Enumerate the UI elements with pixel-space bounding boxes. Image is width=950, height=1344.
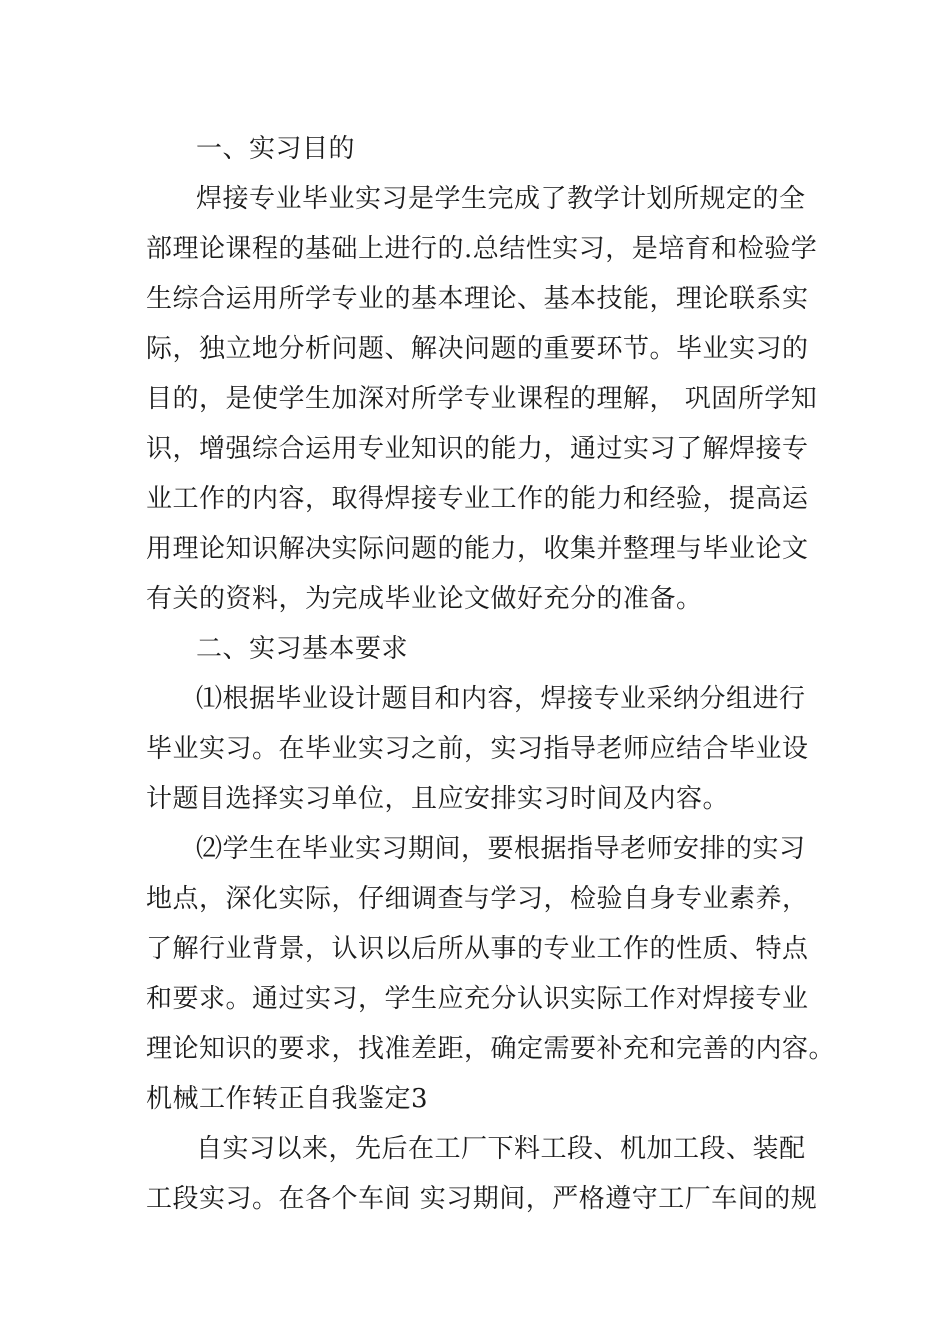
paragraph-line: ⑴根据毕业设计题目和内容，焊接专业采纳分组进行 <box>196 684 806 714</box>
paragraph-line: 计题目选择实习单位，且应安排实习时间及内容。 <box>146 784 730 814</box>
paragraph-line: 毕业实习。在毕业实习之前，实习指导老师应结合毕业设 <box>146 734 809 764</box>
paragraph-line: 了解行业背景，认识以后所从事的专业工作的性质、特点 <box>146 934 809 964</box>
paragraph-line: 理论知识的要求，找准差距，确定需要补充和完善的内容。 <box>146 1034 836 1064</box>
section-title-3: 机械工作转正自我鉴定3 <box>146 1084 429 1114</box>
paragraph-line: 业工作的内容，取得焊接专业工作的能力和经验，提高运 <box>146 484 809 514</box>
paragraph-line: 有关的资料，为完成毕业论文做好充分的准备。 <box>146 584 703 614</box>
paragraph-line: 工段实习。在各个车间 实习期间，严格遵守工厂车间的规 <box>146 1184 818 1214</box>
section-heading-1: 一、实习目的 <box>196 134 356 164</box>
paragraph-line: 和要求。通过实习，学生应充分认识实际工作对焊接专业 <box>146 984 809 1014</box>
paragraph-line: 用理论知识解决实际问题的能力，收集并整理与毕业论文 <box>146 534 809 564</box>
paragraph-line: 自实习以来，先后在工厂下料工段、机加工段、装配 <box>196 1134 806 1164</box>
paragraph-line: ⑵学生在毕业实习期间，要根据指导老师安排的实习 <box>196 834 806 864</box>
section-heading-2: 二、实习基本要求 <box>196 634 409 664</box>
paragraph-line: 际，独立地分析问题、解决问题的重要环节。毕业实习的 <box>146 334 809 364</box>
paragraph-line: 目的，是使学生加深对所学专业课程的理解， 巩固所学知 <box>146 384 818 414</box>
paragraph-line: 部理论课程的基础上进行的.总结性实习，是培育和检验学 <box>146 234 818 264</box>
paragraph-line: 地点，深化实际，仔细调查与学习，检验自身专业素养， <box>146 884 809 914</box>
paragraph-line: 焊接专业毕业实习是学生完成了教学计划所规定的全 <box>196 184 806 214</box>
paragraph-line: 识，增强综合运用专业知识的能力，通过实习了解焊接专 <box>146 434 809 464</box>
paragraph-line: 生综合运用所学专业的基本理论、基本技能，理论联系实 <box>146 284 809 314</box>
